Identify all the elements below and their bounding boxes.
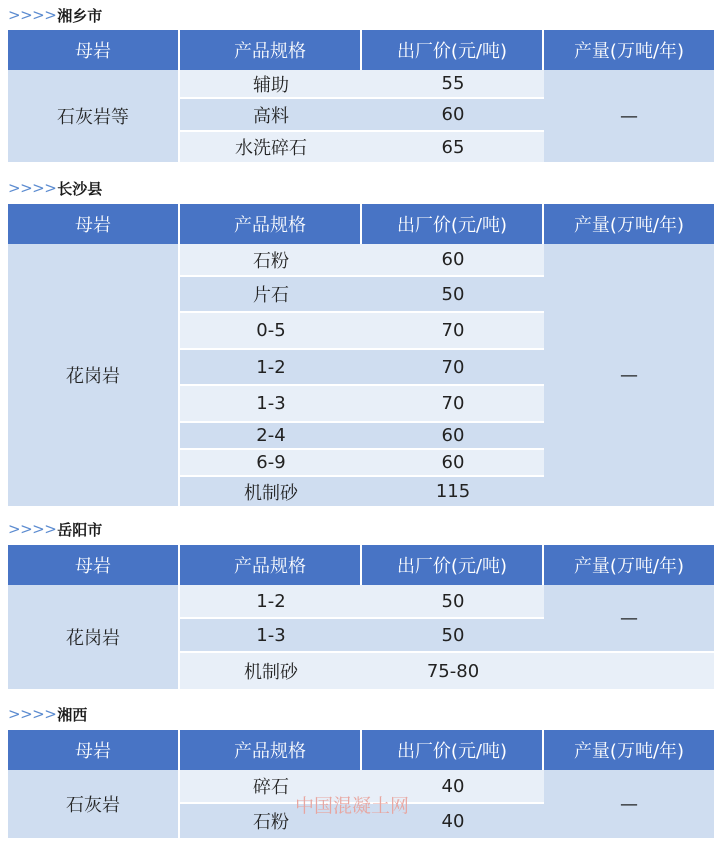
price-table-xiangxi: [8, 730, 714, 838]
header-spec: 产品规格: [180, 730, 362, 770]
spec-cell: 水洗碎石: [235, 138, 307, 159]
rock-cell: 石灰岩等: [8, 70, 180, 162]
section-title-changsha: [8, 176, 102, 200]
price-table-xiangxiang: [8, 30, 714, 162]
spec-cell: 1-3: [256, 624, 286, 646]
price-cell: 50: [441, 624, 465, 646]
table-row: [180, 450, 544, 477]
header-rock: 母岩: [8, 545, 180, 585]
spec-cell: 片石: [253, 285, 289, 306]
spec-cell: 机制砂: [244, 482, 298, 504]
header-output: 产量(万吨/年): [544, 545, 714, 585]
table-header: [8, 545, 714, 585]
price-cell: 115: [435, 481, 471, 502]
spec-cell: 1-2: [256, 356, 286, 378]
spec-cell: 1-3: [256, 393, 286, 414]
table-row: [180, 99, 544, 132]
arrows-icon: >>>>: [8, 520, 57, 538]
price-cell: 75-80: [426, 660, 480, 682]
output-cell: —: [544, 70, 714, 162]
section-title-yueyang: [8, 517, 102, 541]
price-cell: 40: [441, 810, 465, 832]
spec-cell: 1-2: [256, 590, 286, 612]
spec-cell: 石粉: [253, 250, 289, 272]
section-title-text: 岳阳市: [57, 520, 103, 539]
table-header: [8, 30, 714, 70]
price-table-yueyang: [8, 545, 714, 689]
header-rock: 母岩: [8, 204, 180, 244]
spec-cell: 辅助: [253, 74, 289, 96]
header-spec: 产品规格: [180, 30, 362, 70]
spec-cell: 2-4: [256, 425, 286, 446]
section-title-xiangxi: [8, 702, 87, 726]
spec-cell: 石粉: [253, 812, 289, 833]
table-row: [180, 350, 544, 386]
price-cell: 40: [441, 775, 465, 797]
spec-cell: 碎石: [253, 777, 289, 798]
header-output: 产量(万吨/年): [544, 204, 714, 244]
header-output: 产量(万吨/年): [544, 30, 714, 70]
output-cell: —: [544, 770, 714, 838]
table-header: [8, 730, 714, 770]
section-title-text: 长沙县: [57, 179, 103, 198]
spec-cell: 高料: [253, 105, 289, 127]
price-cell: 70: [441, 320, 465, 341]
table-row: [180, 653, 544, 689]
price-cell: 70: [441, 356, 465, 378]
price-cell: 70: [441, 393, 465, 414]
output-cell: —: [544, 585, 714, 653]
section-title-text: 湘乡市: [57, 6, 103, 25]
price-cell: 50: [441, 283, 465, 305]
table-row: [180, 132, 544, 162]
spec-cell: 6-9: [256, 452, 286, 473]
arrows-icon: >>>>: [8, 6, 57, 24]
header-output: 产量(万吨/年): [544, 730, 714, 770]
header-price: 出厂价(元/吨): [362, 204, 544, 244]
spec-cell: 0-5: [256, 320, 286, 341]
output-cell: —: [544, 244, 714, 506]
table-row: [180, 585, 544, 619]
table-row: [180, 277, 544, 313]
rock-cell: 花岗岩: [8, 585, 180, 689]
header-price: 出厂价(元/吨): [362, 730, 544, 770]
price-cell: 60: [441, 425, 465, 446]
header-spec: 产品规格: [180, 204, 362, 244]
price-cell: 55: [441, 73, 465, 94]
section-title-xiangxiang: [8, 3, 102, 27]
rock-cell: 石灰岩: [8, 770, 180, 838]
price-cell: 60: [441, 452, 465, 473]
table-row: [180, 313, 544, 350]
price-cell: 65: [441, 136, 465, 158]
price-cell: 50: [441, 590, 465, 612]
watermark: 中国混凝土网: [295, 795, 410, 817]
spec-cell: 机制砂: [244, 662, 298, 683]
table-row: [180, 386, 544, 423]
header-rock: 母岩: [8, 30, 180, 70]
table-header: [8, 204, 714, 244]
table-row: [180, 477, 544, 506]
table-row: [180, 619, 544, 653]
arrows-icon: >>>>: [8, 705, 57, 723]
header-price: 出厂价(元/吨): [362, 545, 544, 585]
table-row: [180, 423, 544, 450]
output-cell-empty: [544, 653, 714, 689]
rock-cell: 花岗岩: [8, 244, 180, 506]
header-spec: 产品规格: [180, 545, 362, 585]
price-cell: 60: [441, 249, 465, 270]
price-table-changsha: [8, 204, 714, 506]
header-rock: 母岩: [8, 730, 180, 770]
section-title-text: 湘西: [57, 705, 88, 724]
header-price: 出厂价(元/吨): [362, 30, 544, 70]
arrows-icon: >>>>: [8, 179, 57, 197]
price-cell: 60: [441, 104, 465, 125]
table-row: [180, 70, 544, 99]
table-row: [180, 244, 544, 277]
